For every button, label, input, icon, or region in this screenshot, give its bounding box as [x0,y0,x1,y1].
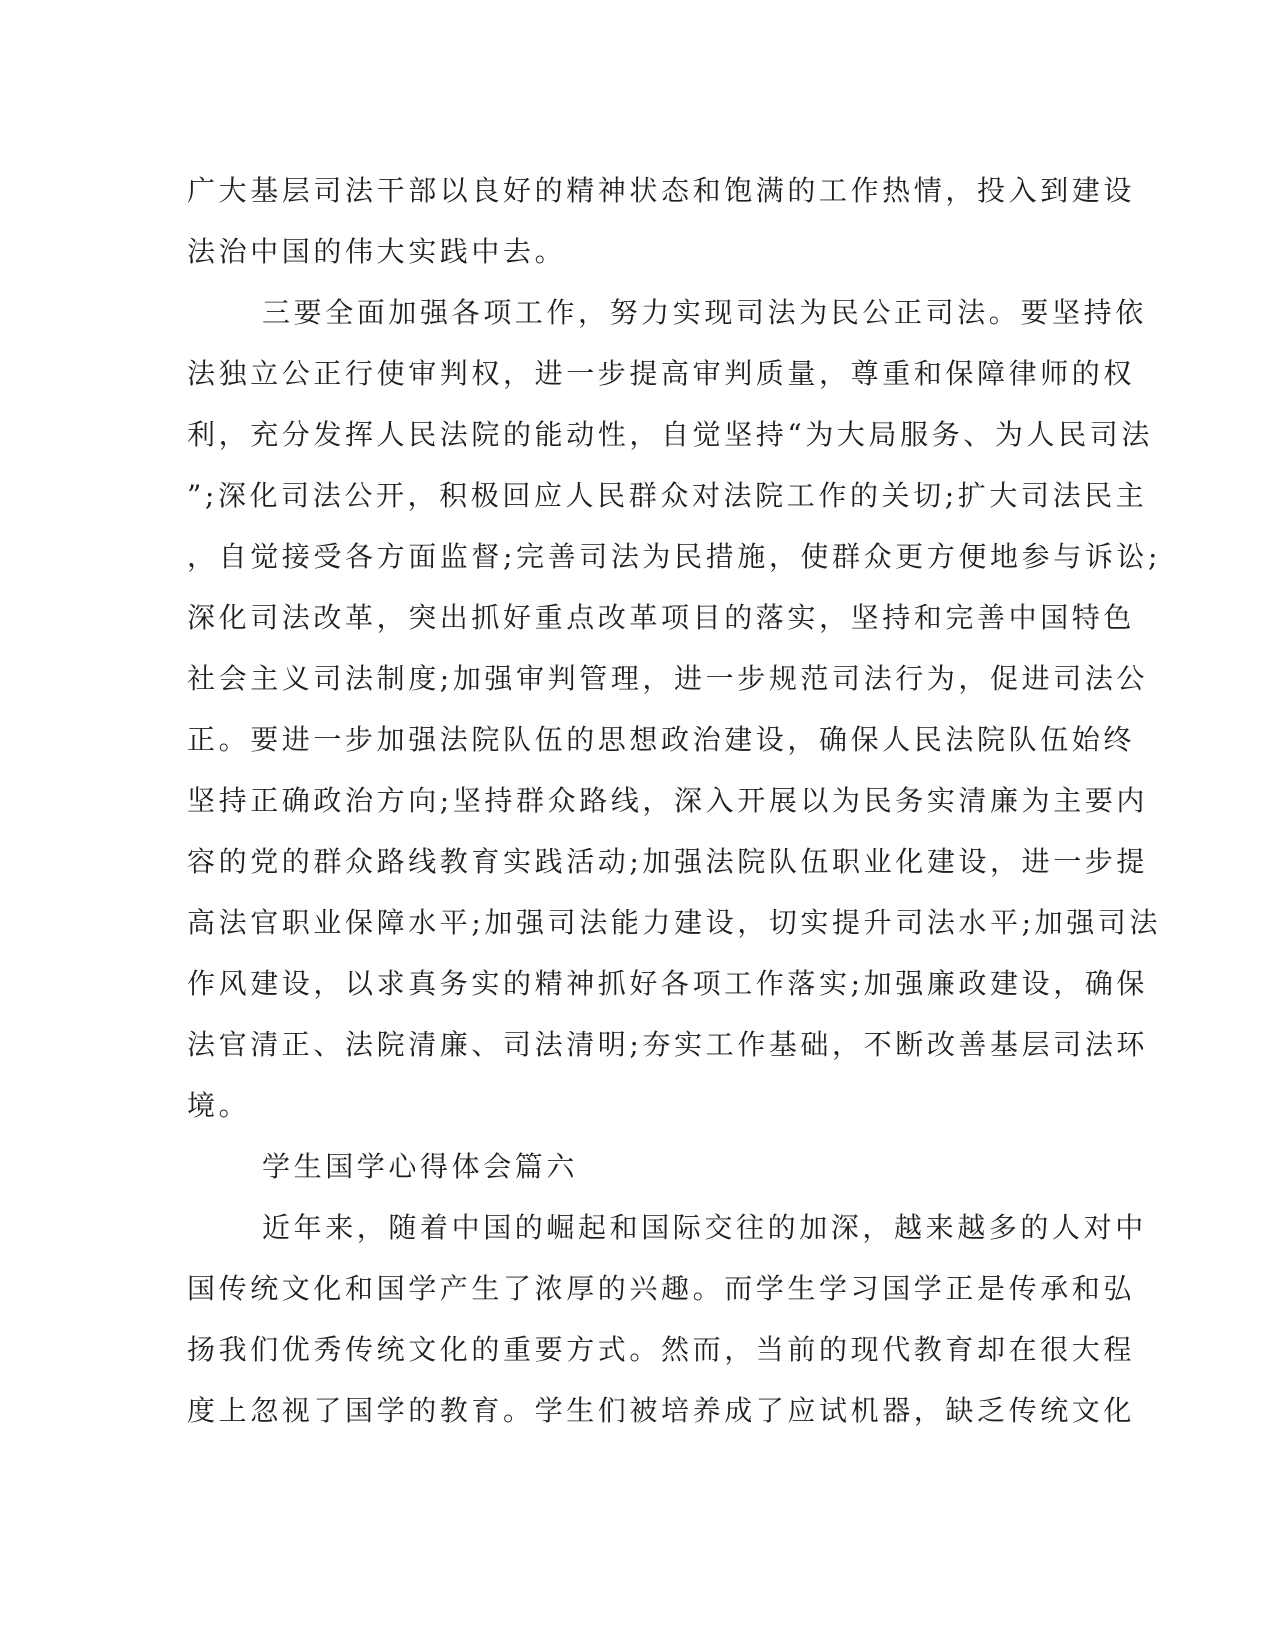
text-line: 法独立公正行使审判权，进一步提高审判质量，尊重和保障律师的权 [187,357,1136,390]
text-line: 作风建设，以求真务实的精神抓好各项工作落实;加强廉政建设，确保 [187,967,1149,1000]
paragraph-first-line: 三要全面加强各项工作，努力实现司法为民公正司法。要坚持依 [262,296,1147,329]
paragraph-first-line: 近年来，随着中国的崛起和国际交往的加深，越来越多的人对中 [262,1211,1147,1244]
text-line: 法官清正、法院清廉、司法清明;夯实工作基础，不断改善基层司法环 [187,1028,1149,1061]
text-line: 坚持正确政治方向;坚持群众路线，深入开展以为民务实清廉为主要内 [187,784,1149,817]
document-body [187,160,1162,1441]
text-line: 境。 [187,1089,251,1122]
text-line: 社会主义司法制度;加强审判管理，进一步规范司法行为，促进司法公 [187,662,1149,695]
text-line: 扬我们优秀传统文化的重要方式。然而，当前的现代教育却在很大程 [187,1333,1136,1366]
text-line: 度上忽视了国学的教育。学生们被培养成了应试机器，缺乏传统文化 [187,1394,1136,1427]
text-line: 法治中国的伟大实践中去。 [187,235,567,268]
text-line: ”;深化司法公开，积极回应人民群众对法院工作的关切;扩大司法民主 [187,479,1148,512]
text-line: 正。要进一步加强法院队伍的思想政治建设，确保人民法院队伍始终 [187,723,1136,756]
text-line: 容的党的群众路线教育实践活动;加强法院队伍职业化建设，进一步提 [187,845,1149,878]
text-line: 国传统文化和国学产生了浓厚的兴趣。而学生学习国学正是传承和弘 [187,1272,1136,1305]
section-heading: 学生国学心得体会篇六 [262,1150,579,1183]
text-line: 高法官职业保障水平;加强司法能力建设，切实提升司法水平;加强司法 [187,906,1162,939]
text-line: 利，充分发挥人民法院的能动性，自觉坚持“为大局服务、为人民司法 [187,418,1153,451]
text-line: 深化司法改革，突出抓好重点改革项目的落实，坚持和完善中国特色 [187,601,1136,634]
text-line: ，自觉接受各方面监督;完善司法为民措施，使群众更方便地参与诉讼; [187,540,1162,573]
text-line: 广大基层司法干部以良好的精神状态和饱满的工作热情，投入到建设 [187,174,1136,207]
